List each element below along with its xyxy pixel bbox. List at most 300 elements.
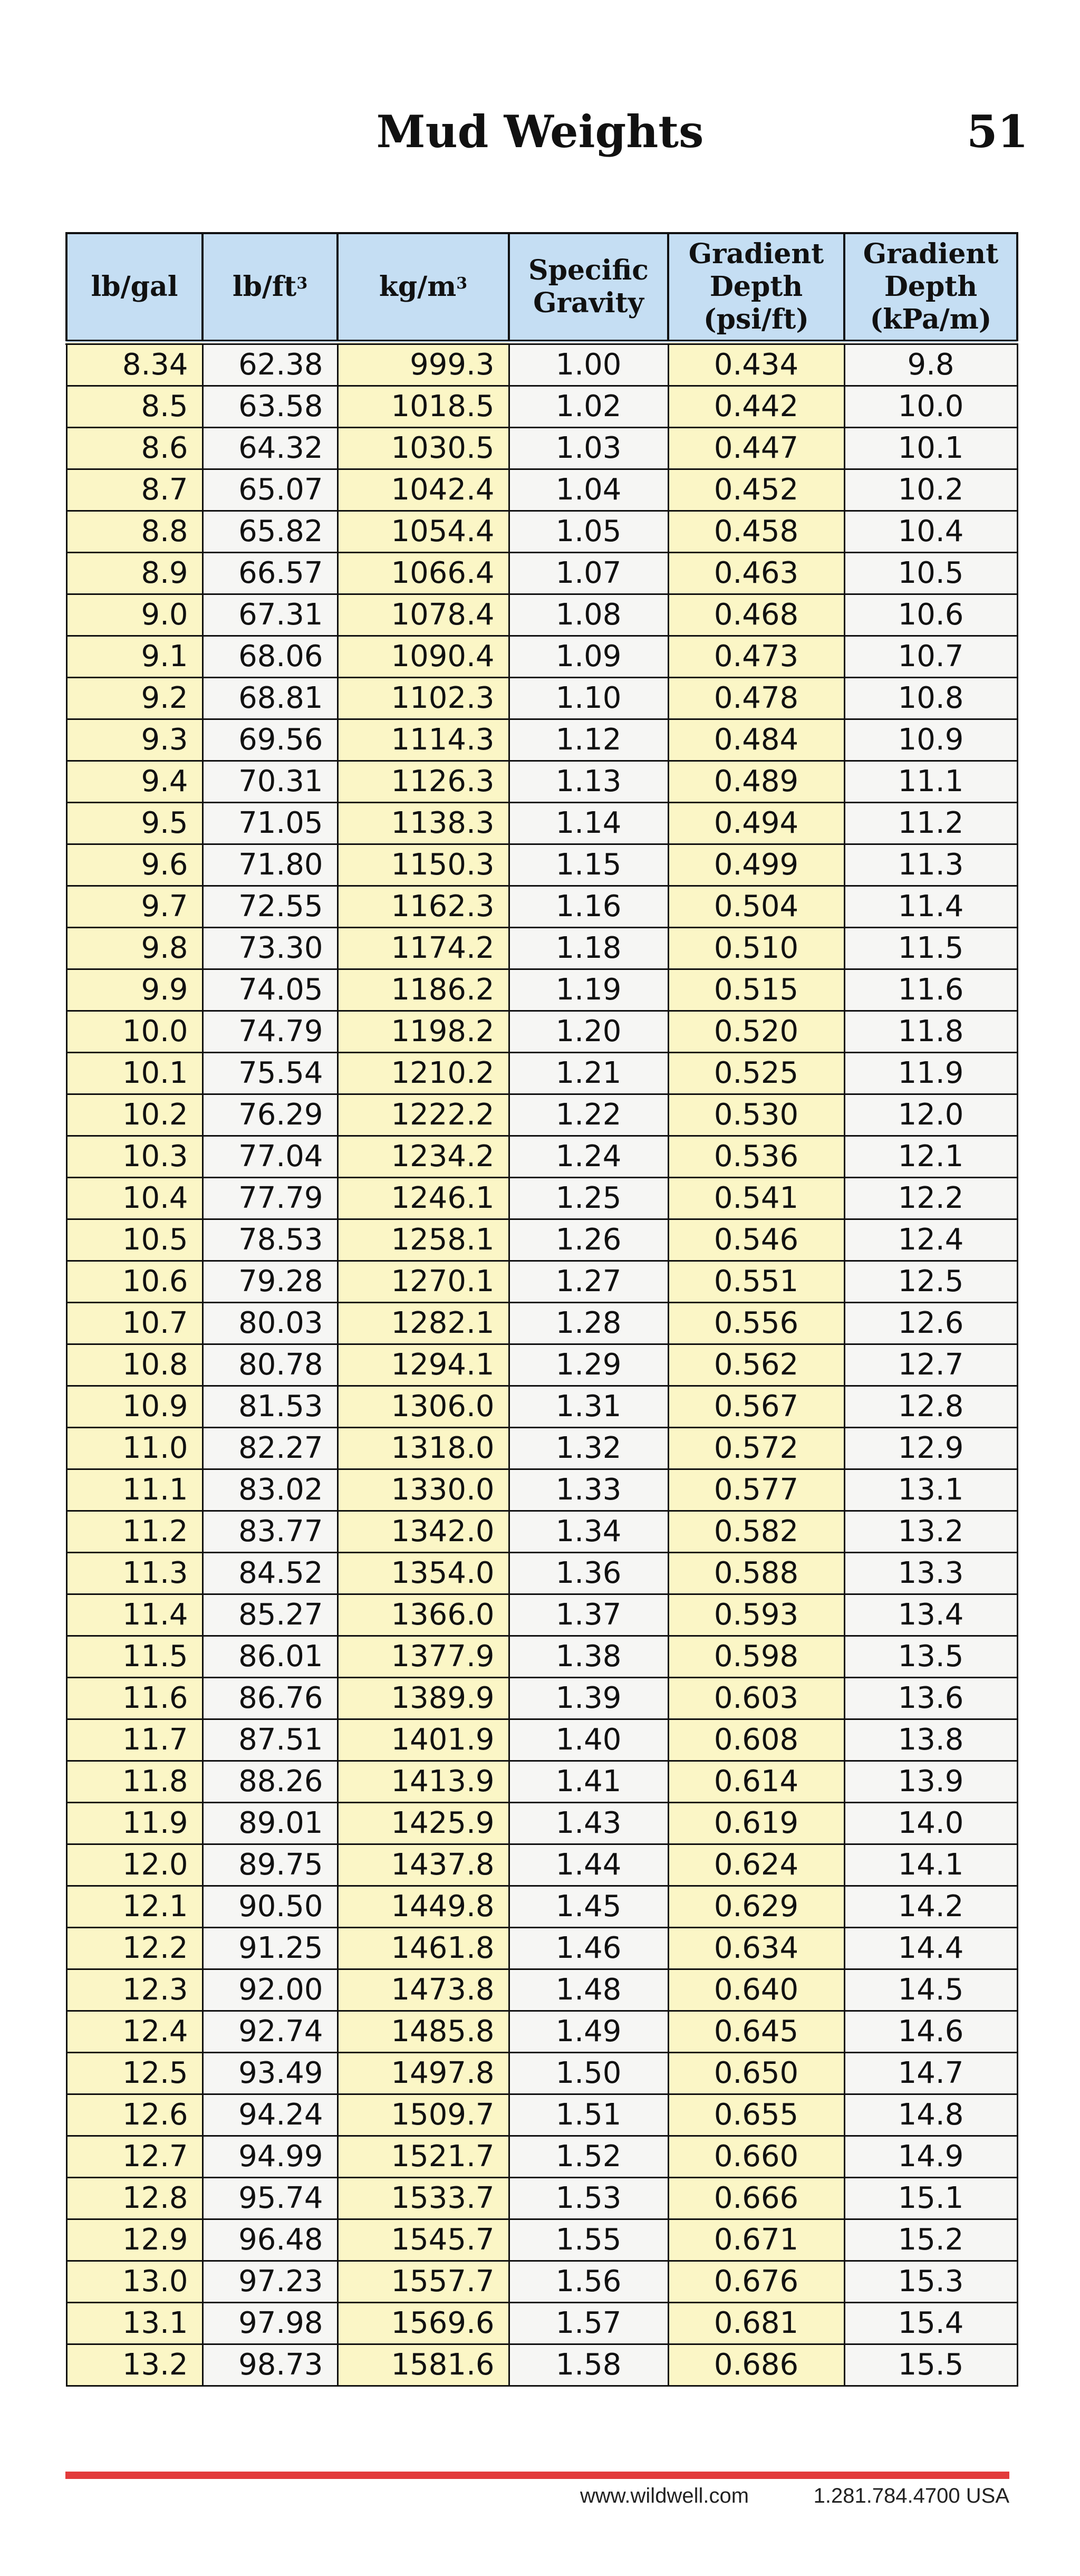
cell-kg-m3: 1246.1 [338, 1178, 509, 1219]
cell-specific-gravity: 1.50 [509, 2053, 668, 2094]
cell-kg-m3: 1389.9 [338, 1678, 509, 1719]
mud-weights-table [65, 232, 1018, 2387]
column-header-label: Gradient [863, 238, 999, 270]
cell-lb-ft3: 74.79 [202, 1011, 338, 1053]
cell-lb-ft3: 94.24 [202, 2094, 338, 2136]
cell-lb-gal: 12.9 [66, 2219, 202, 2261]
cell-kg-m3: 999.3 [338, 342, 509, 386]
cell-kg-m3: 1066.4 [338, 553, 509, 594]
column-header-label: Specific [528, 254, 649, 286]
cell-kg-m3: 1198.2 [338, 1011, 509, 1053]
cell-kg-m3: 1366.0 [338, 1594, 509, 1636]
cell-specific-gravity: 1.56 [509, 2261, 668, 2303]
cell-lb-ft3: 87.51 [202, 1719, 338, 1761]
cell-specific-gravity: 1.36 [509, 1553, 668, 1594]
cell-kg-m3: 1377.9 [338, 1636, 509, 1678]
cell-gradient-psi-ft: 0.556 [668, 1303, 844, 1344]
cell-specific-gravity: 1.38 [509, 1636, 668, 1678]
cell-lb-gal: 11.7 [66, 1719, 202, 1761]
cell-lb-gal: 11.2 [66, 1511, 202, 1553]
cell-gradient-kpa-m: 12.4 [844, 1219, 1017, 1261]
cell-gradient-kpa-m: 14.0 [844, 1803, 1017, 1844]
cell-lb-gal: 10.6 [66, 1261, 202, 1303]
cell-lb-ft3: 97.98 [202, 2303, 338, 2344]
cell-gradient-psi-ft: 0.515 [668, 969, 844, 1011]
cell-kg-m3: 1437.8 [338, 1844, 509, 1886]
cell-kg-m3: 1150.3 [338, 844, 509, 886]
cell-lb-ft3: 71.05 [202, 803, 338, 844]
table-row [66, 969, 1017, 1011]
cell-gradient-kpa-m: 11.1 [844, 761, 1017, 803]
cell-gradient-kpa-m: 11.8 [844, 1011, 1017, 1053]
cell-specific-gravity: 1.31 [509, 1386, 668, 1428]
table-row [66, 2303, 1017, 2344]
table-row [66, 1511, 1017, 1553]
cell-gradient-kpa-m: 12.5 [844, 1261, 1017, 1303]
cell-kg-m3: 1186.2 [338, 969, 509, 1011]
table-row [66, 761, 1017, 803]
cell-gradient-psi-ft: 0.546 [668, 1219, 844, 1261]
cell-lb-gal: 8.34 [66, 342, 202, 386]
cell-lb-gal: 11.0 [66, 1428, 202, 1469]
cell-specific-gravity: 1.24 [509, 1136, 668, 1178]
cell-kg-m3: 1270.1 [338, 1261, 509, 1303]
cell-gradient-psi-ft: 0.536 [668, 1136, 844, 1178]
cell-lb-ft3: 70.31 [202, 761, 338, 803]
table-row [66, 1594, 1017, 1636]
table-row [66, 719, 1017, 761]
cell-lb-gal: 9.8 [66, 928, 202, 969]
cell-gradient-kpa-m: 10.6 [844, 594, 1017, 636]
cell-kg-m3: 1210.2 [338, 1053, 509, 1094]
cell-specific-gravity: 1.29 [509, 1344, 668, 1386]
cell-gradient-psi-ft: 0.640 [668, 1969, 844, 2011]
page-title: Mud Weights [376, 105, 704, 158]
cell-lb-ft3: 89.01 [202, 1803, 338, 1844]
cell-specific-gravity: 1.48 [509, 1969, 668, 2011]
cell-lb-gal: 11.1 [66, 1469, 202, 1511]
cell-gradient-psi-ft: 0.447 [668, 428, 844, 469]
cell-lb-ft3: 81.53 [202, 1386, 338, 1428]
cell-kg-m3: 1018.5 [338, 386, 509, 428]
cell-gradient-psi-ft: 0.681 [668, 2303, 844, 2344]
cell-gradient-psi-ft: 0.494 [668, 803, 844, 844]
cell-specific-gravity: 1.37 [509, 1594, 668, 1636]
cell-gradient-kpa-m: 11.2 [844, 803, 1017, 844]
cell-gradient-kpa-m: 15.3 [844, 2261, 1017, 2303]
cell-gradient-psi-ft: 0.603 [668, 1678, 844, 1719]
cell-gradient-kpa-m: 13.8 [844, 1719, 1017, 1761]
cell-gradient-kpa-m: 12.0 [844, 1094, 1017, 1136]
cell-kg-m3: 1461.8 [338, 1928, 509, 1969]
cell-kg-m3: 1473.8 [338, 1969, 509, 2011]
cell-gradient-psi-ft: 0.572 [668, 1428, 844, 1469]
table-row [66, 1303, 1017, 1344]
cell-gradient-psi-ft: 0.634 [668, 1928, 844, 1969]
table-row [66, 636, 1017, 678]
table-body [66, 342, 1017, 2386]
cell-lb-gal: 11.6 [66, 1678, 202, 1719]
table-row [66, 2219, 1017, 2261]
cell-kg-m3: 1054.4 [338, 511, 509, 553]
cell-kg-m3: 1581.6 [338, 2344, 509, 2386]
cell-lb-ft3: 79.28 [202, 1261, 338, 1303]
cell-lb-gal: 13.0 [66, 2261, 202, 2303]
cell-kg-m3: 1425.9 [338, 1803, 509, 1844]
cell-lb-ft3: 65.82 [202, 511, 338, 553]
cell-lb-ft3: 93.49 [202, 2053, 338, 2094]
cell-gradient-psi-ft: 0.499 [668, 844, 844, 886]
cell-specific-gravity: 1.40 [509, 1719, 668, 1761]
cell-lb-ft3: 94.99 [202, 2136, 338, 2178]
column-header-label: Gradient [688, 238, 824, 270]
cell-lb-ft3: 76.29 [202, 1094, 338, 1136]
cell-specific-gravity: 1.04 [509, 469, 668, 511]
cell-gradient-psi-ft: 0.463 [668, 553, 844, 594]
column-header-gradient-psi-ft [668, 233, 844, 342]
cell-lb-gal: 8.9 [66, 553, 202, 594]
cell-gradient-psi-ft: 0.598 [668, 1636, 844, 1678]
cell-lb-ft3: 92.00 [202, 1969, 338, 2011]
cell-specific-gravity: 1.14 [509, 803, 668, 844]
cell-lb-ft3: 74.05 [202, 969, 338, 1011]
cell-gradient-psi-ft: 0.442 [668, 386, 844, 428]
cell-lb-gal: 12.7 [66, 2136, 202, 2178]
column-header-label: (kPa/m) [870, 303, 992, 335]
cell-gradient-kpa-m: 11.9 [844, 1053, 1017, 1094]
cell-gradient-psi-ft: 0.510 [668, 928, 844, 969]
cell-gradient-kpa-m: 11.6 [844, 969, 1017, 1011]
footer-phone: 1.281.784.4700 USA [813, 2484, 1009, 2507]
cell-kg-m3: 1222.2 [338, 1094, 509, 1136]
cell-gradient-kpa-m: 15.4 [844, 2303, 1017, 2344]
cell-gradient-psi-ft: 0.541 [668, 1178, 844, 1219]
cell-kg-m3: 1545.7 [338, 2219, 509, 2261]
cell-lb-ft3: 89.75 [202, 1844, 338, 1886]
cell-gradient-psi-ft: 0.676 [668, 2261, 844, 2303]
cell-specific-gravity: 1.16 [509, 886, 668, 928]
table-row [66, 2136, 1017, 2178]
footer-url: www.wildwell.com [580, 2484, 749, 2507]
table-row [66, 2094, 1017, 2136]
cell-gradient-psi-ft: 0.434 [668, 342, 844, 386]
cell-lb-gal: 12.4 [66, 2011, 202, 2053]
column-header-label: (psi/ft) [703, 303, 809, 335]
cell-kg-m3: 1318.0 [338, 1428, 509, 1469]
table-row [66, 1553, 1017, 1594]
cell-specific-gravity: 1.19 [509, 969, 668, 1011]
cell-gradient-kpa-m: 14.4 [844, 1928, 1017, 1969]
table-row [66, 1469, 1017, 1511]
cell-lb-gal: 13.2 [66, 2344, 202, 2386]
table-row [66, 1678, 1017, 1719]
cell-gradient-kpa-m: 13.1 [844, 1469, 1017, 1511]
cell-lb-gal: 9.0 [66, 594, 202, 636]
cell-kg-m3: 1030.5 [338, 428, 509, 469]
cell-gradient-kpa-m: 14.1 [844, 1844, 1017, 1886]
cell-gradient-psi-ft: 0.458 [668, 511, 844, 553]
cell-gradient-psi-ft: 0.619 [668, 1803, 844, 1844]
table-row [66, 844, 1017, 886]
cell-specific-gravity: 1.21 [509, 1053, 668, 1094]
cell-specific-gravity: 1.45 [509, 1886, 668, 1928]
cell-lb-gal: 10.1 [66, 1053, 202, 1094]
cell-gradient-kpa-m: 13.9 [844, 1761, 1017, 1803]
cell-lb-ft3: 86.76 [202, 1678, 338, 1719]
cell-lb-gal: 12.3 [66, 1969, 202, 2011]
cell-lb-ft3: 82.27 [202, 1428, 338, 1469]
cell-gradient-kpa-m: 14.8 [844, 2094, 1017, 2136]
cell-lb-ft3: 77.79 [202, 1178, 338, 1219]
cell-gradient-kpa-m: 13.3 [844, 1553, 1017, 1594]
cell-specific-gravity: 1.27 [509, 1261, 668, 1303]
cell-kg-m3: 1342.0 [338, 1511, 509, 1553]
cell-lb-ft3: 92.74 [202, 2011, 338, 2053]
cell-lb-gal: 13.1 [66, 2303, 202, 2344]
table-row [66, 2261, 1017, 2303]
cell-lb-ft3: 80.78 [202, 1344, 338, 1386]
cell-lb-ft3: 91.25 [202, 1928, 338, 1969]
cell-kg-m3: 1090.4 [338, 636, 509, 678]
cell-kg-m3: 1294.1 [338, 1344, 509, 1386]
cell-gradient-kpa-m: 13.6 [844, 1678, 1017, 1719]
cell-lb-ft3: 68.06 [202, 636, 338, 678]
cell-lb-gal: 12.2 [66, 1928, 202, 1969]
cell-gradient-kpa-m: 14.5 [844, 1969, 1017, 2011]
cell-lb-gal: 11.8 [66, 1761, 202, 1803]
cell-specific-gravity: 1.05 [509, 511, 668, 553]
table-row [66, 1886, 1017, 1928]
cell-specific-gravity: 1.33 [509, 1469, 668, 1511]
cell-lb-ft3: 78.53 [202, 1219, 338, 1261]
cell-lb-gal: 10.9 [66, 1386, 202, 1428]
cell-gradient-kpa-m: 13.4 [844, 1594, 1017, 1636]
table-row [66, 1761, 1017, 1803]
cell-lb-gal: 9.9 [66, 969, 202, 1011]
cell-gradient-psi-ft: 0.593 [668, 1594, 844, 1636]
cell-kg-m3: 1557.7 [338, 2261, 509, 2303]
cell-gradient-kpa-m: 14.7 [844, 2053, 1017, 2094]
cell-specific-gravity: 1.26 [509, 1219, 668, 1261]
cell-specific-gravity: 1.09 [509, 636, 668, 678]
table-row [66, 1636, 1017, 1678]
cell-lb-gal: 9.5 [66, 803, 202, 844]
cell-kg-m3: 1485.8 [338, 2011, 509, 2053]
cell-lb-ft3: 73.30 [202, 928, 338, 969]
cell-gradient-kpa-m: 13.5 [844, 1636, 1017, 1678]
cell-specific-gravity: 1.08 [509, 594, 668, 636]
cell-gradient-kpa-m: 15.1 [844, 2178, 1017, 2219]
cell-gradient-kpa-m: 14.6 [844, 2011, 1017, 2053]
cell-kg-m3: 1174.2 [338, 928, 509, 969]
cell-kg-m3: 1449.8 [338, 1886, 509, 1928]
cell-lb-ft3: 63.58 [202, 386, 338, 428]
cell-specific-gravity: 1.57 [509, 2303, 668, 2344]
cell-lb-ft3: 83.02 [202, 1469, 338, 1511]
cell-gradient-kpa-m: 15.5 [844, 2344, 1017, 2386]
cell-gradient-psi-ft: 0.452 [668, 469, 844, 511]
page-number: 51 [967, 105, 1028, 158]
cell-gradient-kpa-m: 10.8 [844, 678, 1017, 719]
table-row [66, 1928, 1017, 1969]
cell-specific-gravity: 1.41 [509, 1761, 668, 1803]
cell-gradient-kpa-m: 10.1 [844, 428, 1017, 469]
table-row [66, 1719, 1017, 1761]
cell-lb-gal: 10.3 [66, 1136, 202, 1178]
cell-gradient-kpa-m: 9.8 [844, 342, 1017, 386]
footer-rule [65, 2472, 1009, 2479]
cell-gradient-kpa-m: 10.5 [844, 553, 1017, 594]
column-header-gradient-kpa-m [844, 233, 1017, 342]
cell-lb-gal: 12.8 [66, 2178, 202, 2219]
cell-gradient-psi-ft: 0.624 [668, 1844, 844, 1886]
column-header-superscript: 3 [456, 274, 468, 293]
cell-gradient-kpa-m: 13.2 [844, 1511, 1017, 1553]
cell-specific-gravity: 1.15 [509, 844, 668, 886]
cell-kg-m3: 1533.7 [338, 2178, 509, 2219]
cell-lb-gal: 10.2 [66, 1094, 202, 1136]
cell-specific-gravity: 1.32 [509, 1428, 668, 1469]
table-row [66, 2344, 1017, 2386]
table-row [66, 1053, 1017, 1094]
cell-specific-gravity: 1.12 [509, 719, 668, 761]
cell-lb-ft3: 75.54 [202, 1053, 338, 1094]
cell-specific-gravity: 1.07 [509, 553, 668, 594]
cell-gradient-kpa-m: 10.2 [844, 469, 1017, 511]
cell-specific-gravity: 1.43 [509, 1803, 668, 1844]
column-header-kg-m3 [338, 233, 509, 342]
cell-gradient-kpa-m: 11.5 [844, 928, 1017, 969]
cell-gradient-psi-ft: 0.629 [668, 1886, 844, 1928]
column-header-lb-ft3 [202, 233, 338, 342]
cell-lb-ft3: 86.01 [202, 1636, 338, 1678]
cell-specific-gravity: 1.52 [509, 2136, 668, 2178]
cell-specific-gravity: 1.00 [509, 342, 668, 386]
table-row [66, 2053, 1017, 2094]
cell-lb-gal: 8.5 [66, 386, 202, 428]
cell-gradient-psi-ft: 0.473 [668, 636, 844, 678]
table-row [66, 511, 1017, 553]
cell-gradient-psi-ft: 0.650 [668, 2053, 844, 2094]
cell-lb-gal: 8.7 [66, 469, 202, 511]
table-row [66, 1094, 1017, 1136]
cell-gradient-kpa-m: 11.3 [844, 844, 1017, 886]
cell-lb-ft3: 71.80 [202, 844, 338, 886]
cell-gradient-kpa-m: 11.4 [844, 886, 1017, 928]
cell-lb-gal: 10.7 [66, 1303, 202, 1344]
table-row [66, 1344, 1017, 1386]
table-row [66, 678, 1017, 719]
cell-gradient-kpa-m: 12.7 [844, 1344, 1017, 1386]
cell-kg-m3: 1258.1 [338, 1219, 509, 1261]
cell-kg-m3: 1509.7 [338, 2094, 509, 2136]
cell-kg-m3: 1042.4 [338, 469, 509, 511]
cell-lb-gal: 12.6 [66, 2094, 202, 2136]
cell-gradient-psi-ft: 0.577 [668, 1469, 844, 1511]
column-header-label: kg/m [379, 271, 457, 303]
cell-lb-ft3: 88.26 [202, 1761, 338, 1803]
cell-lb-gal: 11.9 [66, 1803, 202, 1844]
cell-gradient-kpa-m: 12.1 [844, 1136, 1017, 1178]
column-header-label: Gravity [533, 287, 644, 319]
cell-kg-m3: 1413.9 [338, 1761, 509, 1803]
table-row [66, 594, 1017, 636]
cell-kg-m3: 1126.3 [338, 761, 509, 803]
column-header-specific-gravity [509, 233, 668, 342]
cell-lb-gal: 9.2 [66, 678, 202, 719]
cell-lb-ft3: 67.31 [202, 594, 338, 636]
cell-gradient-kpa-m: 14.9 [844, 2136, 1017, 2178]
cell-kg-m3: 1102.3 [338, 678, 509, 719]
cell-specific-gravity: 1.51 [509, 2094, 668, 2136]
cell-kg-m3: 1138.3 [338, 803, 509, 844]
column-header-label: Depth [709, 271, 803, 303]
cell-lb-gal: 12.5 [66, 2053, 202, 2094]
cell-specific-gravity: 1.46 [509, 1928, 668, 1969]
cell-lb-gal: 11.5 [66, 1636, 202, 1678]
cell-gradient-kpa-m: 12.6 [844, 1303, 1017, 1344]
column-header-superscript: 3 [296, 274, 308, 293]
cell-specific-gravity: 1.53 [509, 2178, 668, 2219]
table-header-row [66, 233, 1017, 342]
cell-lb-ft3: 84.52 [202, 1553, 338, 1594]
cell-kg-m3: 1569.6 [338, 2303, 509, 2344]
table-row [66, 553, 1017, 594]
cell-gradient-psi-ft: 0.562 [668, 1344, 844, 1386]
table-row [66, 2011, 1017, 2053]
cell-kg-m3: 1114.3 [338, 719, 509, 761]
cell-lb-gal: 8.8 [66, 511, 202, 553]
cell-lb-gal: 9.3 [66, 719, 202, 761]
cell-gradient-psi-ft: 0.666 [668, 2178, 844, 2219]
table-row [66, 1969, 1017, 2011]
cell-specific-gravity: 1.49 [509, 2011, 668, 2053]
cell-gradient-psi-ft: 0.468 [668, 594, 844, 636]
cell-kg-m3: 1330.0 [338, 1469, 509, 1511]
cell-gradient-psi-ft: 0.504 [668, 886, 844, 928]
cell-lb-ft3: 83.77 [202, 1511, 338, 1553]
cell-kg-m3: 1078.4 [338, 594, 509, 636]
cell-specific-gravity: 1.02 [509, 386, 668, 428]
cell-lb-gal: 9.6 [66, 844, 202, 886]
cell-specific-gravity: 1.13 [509, 761, 668, 803]
cell-specific-gravity: 1.28 [509, 1303, 668, 1344]
cell-lb-gal: 9.1 [66, 636, 202, 678]
cell-lb-gal: 8.6 [66, 428, 202, 469]
cell-specific-gravity: 1.20 [509, 1011, 668, 1053]
cell-gradient-psi-ft: 0.608 [668, 1719, 844, 1761]
cell-lb-gal: 10.0 [66, 1011, 202, 1053]
cell-gradient-psi-ft: 0.645 [668, 2011, 844, 2053]
cell-kg-m3: 1234.2 [338, 1136, 509, 1178]
cell-gradient-psi-ft: 0.671 [668, 2219, 844, 2261]
table-row [66, 886, 1017, 928]
table-row [66, 803, 1017, 844]
cell-lb-gal: 10.4 [66, 1178, 202, 1219]
cell-lb-ft3: 68.81 [202, 678, 338, 719]
cell-gradient-psi-ft: 0.655 [668, 2094, 844, 2136]
cell-kg-m3: 1497.8 [338, 2053, 509, 2094]
cell-kg-m3: 1521.7 [338, 2136, 509, 2178]
cell-specific-gravity: 1.25 [509, 1178, 668, 1219]
cell-specific-gravity: 1.34 [509, 1511, 668, 1553]
cell-gradient-kpa-m: 10.0 [844, 386, 1017, 428]
cell-gradient-psi-ft: 0.588 [668, 1553, 844, 1594]
table-row [66, 1428, 1017, 1469]
cell-lb-gal: 11.3 [66, 1553, 202, 1594]
cell-lb-ft3: 85.27 [202, 1594, 338, 1636]
cell-specific-gravity: 1.55 [509, 2219, 668, 2261]
